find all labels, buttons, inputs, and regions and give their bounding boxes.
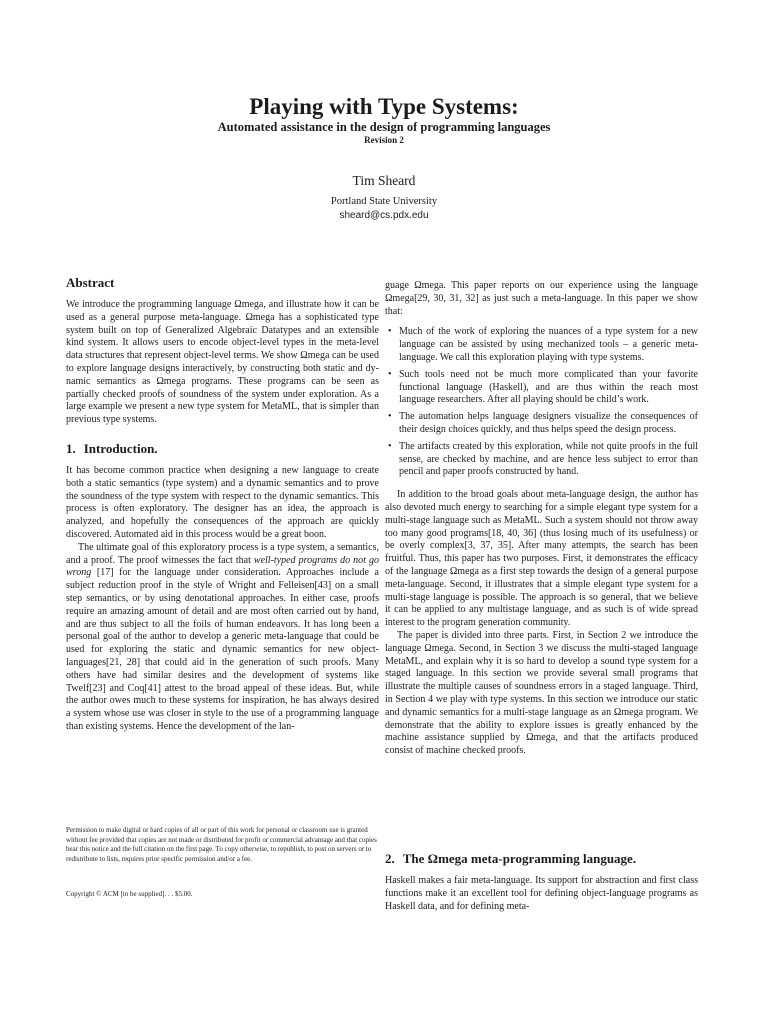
contribution-list [385, 326, 698, 479]
section-2-heading [385, 851, 698, 867]
permission-notice: Permission to make digital or hard copies of all or part of this work for personal or classroom use is granted without fee provided that copies are not made or distributed for profit or commercial advantage and that copies bear this notice and the full citation on the first page. To copy otherwise, to republish, to post on servers or to redistribute to lists, requires prior specific permission and/or a fee. [66, 826, 377, 863]
author-email: sheard@cs.pdx.edu [339, 210, 429, 221]
right-column [385, 280, 698, 758]
list-item [385, 411, 698, 437]
section-number: 2. [385, 851, 395, 866]
intro-paragraph-3: In addition to the broad goals about meta-language design, the author has also devoted much energy to searching for a simple elegant type system for a multi-stage language such as MetaML. Such a system should not throw away too many good programs[18, 40, 36] (thus losing much of its usefulness) or be overly complex[3, 37, 35]. After many attempts, the search has been fruitful. Thus, this paper has two purposes. First, it demonstrates the efficacy of the language Ωmega as a first step towards the design of a general purpose meta-language. Second, it illustrates that a simple elegant type system for a multi-stage language is possible. The approach is so general, that we believe it can be applied to any multistage language, and as such is of wide spread interest to the program generation community. [385, 489, 698, 629]
left-column [66, 275, 379, 734]
abstract-text: We introduce the programming language Ωmega, and illustrate how it can be used as a general purpose meta-language. Ωmega has a sophisticated type system built on top of Generalized Algebraic Datatypes and an extensible kind system. It allows users to encode object-level types in the meta-level data structures that represent object-level terms. We show Ωmega can be used to explore language designs interactively, by constructing both static and dynamic semantics as Ωmega programs. These programs can be seen as partially checked proofs of soundness of the system under exploration. As a large example we present a new type system for MetaML, that is simpler than previous type systems. [66, 299, 379, 426]
intro-continued-paragraph: guage Ωmega. This paper reports on our experience using the language Ωmega[29, 30, 31, 32] as just such a meta-language. In this paper we show that: [385, 280, 698, 317]
list-item [385, 326, 698, 364]
list-item [385, 369, 698, 407]
copyright-notice: Copyright © ACM [to be supplied]. . . $5.00. [66, 890, 193, 898]
abstract-heading: Abstract [66, 275, 115, 290]
section-title: Introduction. [83, 440, 158, 456]
section-number: 1. [66, 440, 76, 456]
bullet-icon: • [388, 440, 392, 452]
list-item [385, 441, 698, 479]
intro-paragraph-2-start: The ultimate goal of this exploratory process is a type system, a semantics, and a proof. The proof witnesses the fact that [66, 541, 379, 566]
section-title: The Ωmega meta-programming language. [402, 851, 637, 866]
intro-paragraph-4: The paper is divided into three parts. First, in Section 2 we introduce the language Ωmega. Second, in Section 3 we discuss the multi-staged language MetaML, and explain why it is so hard to develop a sound type system for a staged language. In this section we provide several small programs that illustrate the multiple causes of soundness errors in a staged language. Third, in Section 4 we play with type systems. In this section we introduce our static and dynamic semantics for a multi-stage language as an Ωmega program. We demonstrate that the ability to explore issues is greatly enhanced by the machine assistance supplied by Ωmega, and that the artifacts produced consist of machine checked proofs. [385, 629, 698, 757]
section-2 [385, 851, 698, 913]
section-2-text: Haskell makes a fair meta-language. Its support for abstraction and first class functions make it an excellent tool for defining object-language programs as Haskell data, and for defining meta- [385, 875, 698, 912]
author-name: Tim Sheard [352, 173, 416, 188]
intro-paragraph-1: It has become common practice when designing a new language to create both a static semantics (type system) and a dynamic semantics and to prove the soundness of the type system with respect to the dynamic semantics. This process is often exploratory. The designer has an idea, the approach is analyzed, and hopefully the consequences of the approach are quickly discovered. Automated aid in this process would be a great boon. [66, 464, 379, 540]
intro-paragraph-2-end: [17] for the language under consideration. Approaches include a subject reduction proof in the style of Wright and Felleisen[43] on a small step semantics, or by using denotational approaches. In either case, proofs require an amazing amount of detail and are most often carried out by hand, and are thus subject to all the foils of human endeavors. It has long been a personal goal of the author to develop a generic meta-language that could be used for exploring the static and dynamic semantics for new object-languages[21, 28] that could aid in the generation of such proofs. Many others have had similar desires and the development of systems like Twelf[23] and Coq[41] attest to the broad appeal of these ideas. But, while the author owes much to these systems for inspiration, he has always desired a system whose use was closer in style to the use of a programming language than existing systems. Hence the development of the lan- [66, 567, 379, 732]
author-affiliation: Portland State University [330, 196, 438, 207]
introduction-heading [66, 441, 379, 457]
list-item-text: Such tools need not be much more complicated than your favorite functional language (Haskell), and are thus within the reach most language researchers. After all playing should be child’s work. [399, 368, 698, 406]
paper-title: Playing with Type Systems: [249, 94, 519, 119]
intro-paragraph-2 [66, 542, 379, 734]
bullet-icon: • [388, 411, 392, 423]
list-item-text: Much of the work of exploring the nuances of a type system for a new language can be assisted by using mechanized tools – a generic meta-language. We call this exploration playing with type systems. [399, 326, 698, 363]
list-item-text: The automation helps language designers visualize the consequences of their design choices quickly, and thus helps speed the design process. [399, 411, 698, 435]
list-item-text: The artifacts created by this exploration, while not quite proofs in the full sense, are checked by machine, and are hence less subject to error than pencil and paper proofs constructed by hand. [399, 440, 698, 478]
intro-emphasis: well-typed programs do not go wrong [66, 554, 379, 579]
bullet-icon: • [388, 326, 392, 338]
paper-revision: Revision 2 [364, 135, 404, 145]
paper-subtitle: Automated assistance in the design of programming languages [217, 120, 551, 134]
bullet-icon: • [388, 368, 392, 380]
